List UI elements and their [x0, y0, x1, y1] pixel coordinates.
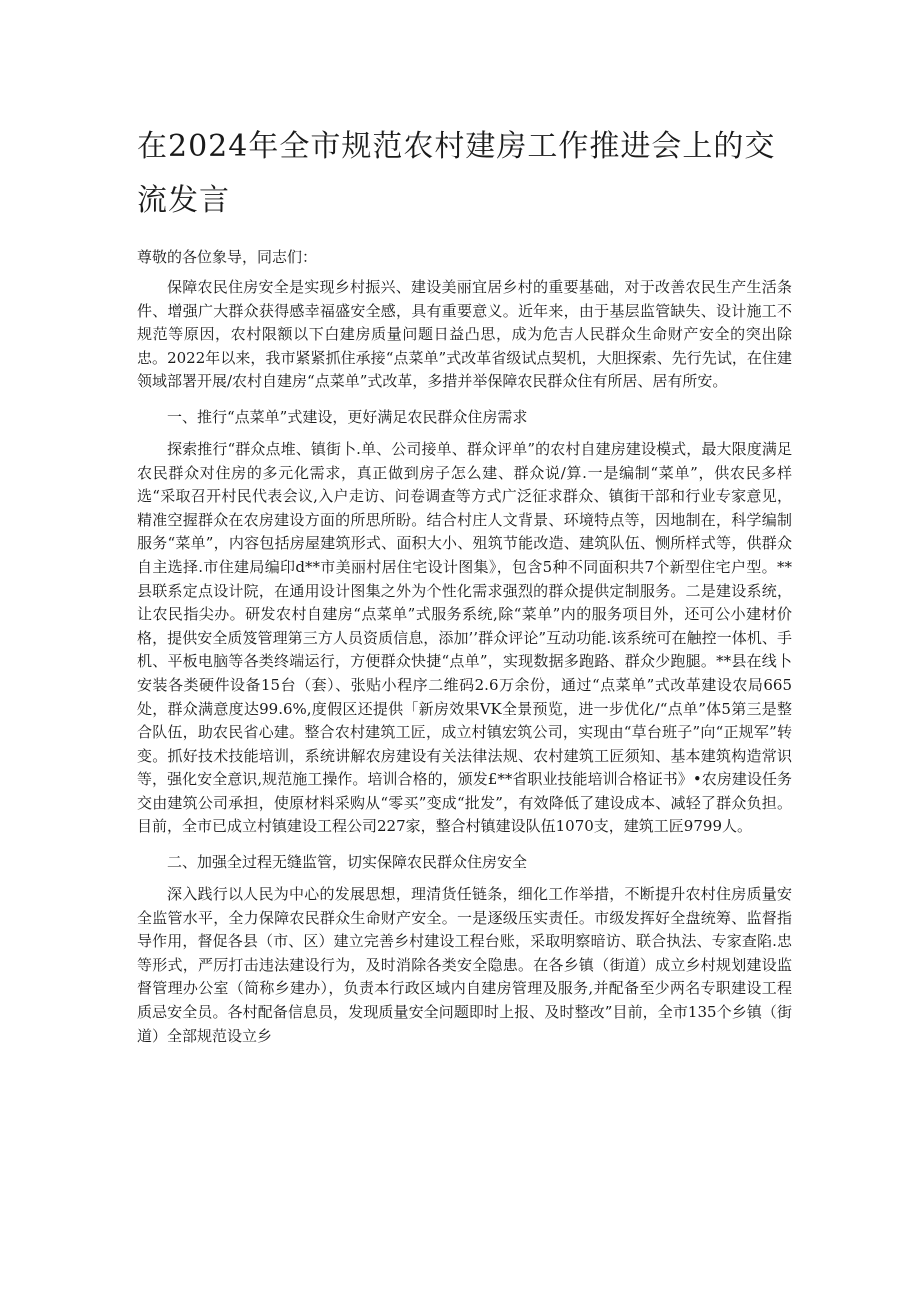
intro-paragraph: 保障农民住房安全是实现乡村振兴、建设美丽宜居乡村的重要基础，对于改善农民生产生活条件、增强广大群众获得感幸福盛安全感，具有重要意义。近年来，由于基层监管缺失、设计施工不规范等原因，农村限额以下白建房质量问题日益凸思，成为危吉人民群众生命财产安全的突出除忠。2022年以来，我市紧紧抓住承接“点菜单”式改革省级试点契机，大胆探索、先行先试，在住建领域部署开展/农村自建房“点菜单”式改革，多措并举保障农民群众住有所居、居有所安。: [137, 278, 792, 391]
salutation: 尊敬的各位象导，同志们：: [137, 248, 318, 266]
document-title: 在2024年全市规范农村建房工作推进会上的交流发言: [137, 129, 776, 218]
document-page: [137, 120, 792, 1056]
section-1-heading: 一、推行“点菜单”式建设，更好满足农民群众住房需求: [167, 407, 528, 426]
section-2-heading: 二、加强全过程无缝监管，切实保障农民群众住房安全: [167, 853, 528, 872]
section-2-paragraph: 深入践行以人民为中心的发展思想，理清货任链条，细化工作举措，不断提升农村住房质量安全监管水平，全力保障农民群众生命财产安全。一是逐级压实责任。市级发挥好全盘统筹、监督指导作用，督促各县（市、区）建立完善乡村建设工程台账，采取明察暗访、联合执法、专家查陷.忠等形式，严厉打击违法建设行为，及时消除各类安全隐患。在各乡镇（街道）成立乡村规划建设监督管理办公室（简称乡建办），负责本行政区域内自建房管理及服务,并配备至少两名专职建设工程质忌安全员。各村配备信息员，发现质量安全问题即时上报、及时整改”目前，全市135个乡镇（街道）全部规范设立乡: [137, 885, 792, 1045]
section-1-paragraph: 探索推行“群众点堆、镇街卜.单、公司接单、群众评单”的农村自建房建设模式，最大限度满足农民群众对住房的多元化需求，真正做到房子怎么建、群众说/算.一是编制“菜单”，供农民多样选“采取召开村民代表会议,入户走访、问卷调查等方式广泛征求群众、镇街干部和行业专家意见，精准空握群众在农房建设方面的所思所盼。结合村庄人文背景、环境特点等，因地制在，科学编制服务“菜单”，内容包括房屋建筑形式、面积大小、殂筑节能改造、建筑队伍、恻所样式等，供群众自主选择.市住建局编印d**市美丽村居住宅设计图集》，包含5种不同面积共7个新型住宅户型。**县联系定点设计院，在通用设计图集之外为个性化需求强烈的群众提供定制服务。二是建设系统，让农民指尖办。研发农村自建房“点菜单”式服务系统,除“菜单”内的服务项目外，还可公小建材价格，提供安全质笈管理第三方人员资质信息，添加’’群众评论”互动功能.该系统可在触控一体机、手机、平板电脑等各类终端运行，方便群众快捷“点单”，实现数据多跑路、群众少跑腿。**县在线卜安装各类硬件设备15台（套）、张贴小程序二维码2.6万余份，通过“点菜单”式改革建设农局665处，群众满意度达99.6%,度假区还提供「新房效果VK全景预览，进一步优化/“点单”体5第三是整合队伍，助农民省心建。整合农村建筑工匠，成立村镇宏筑公司，实现由“草台班子”向“正规军”转变。抓好技术技能培训，系统讲解农房建设有关法律法规、农村建筑工匠须知、基本建筑构造常识等，强化安全意识,规范施工操作。培训合格的，颁发£**省职业技能培训合格证书》•农房建设任务交由建筑公司承担，使原材料采购从“零买”变成“批发”，有效降低了建设成本、减轻了群众负担。目前，全市已成立村镇建设工程公司227家，整合村镇建设队伍1070支，建筑工匠9799人。: [137, 439, 792, 836]
